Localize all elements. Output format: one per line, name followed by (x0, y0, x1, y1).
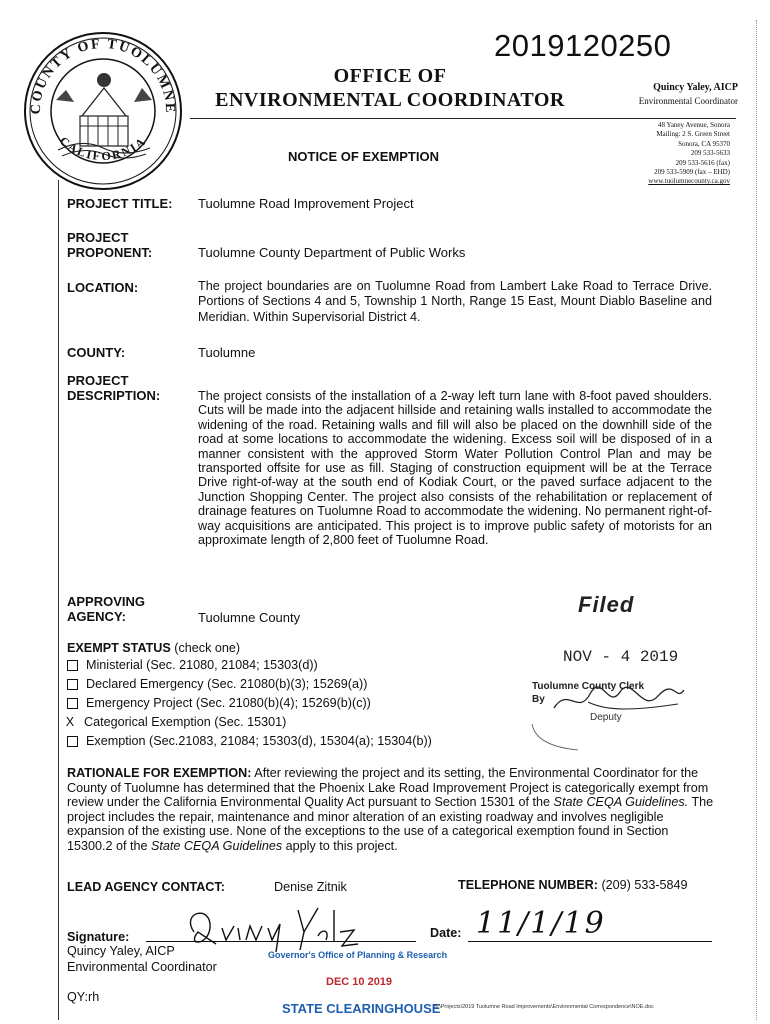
office-title (210, 64, 570, 112)
exempt-option-label: Exemption (Sec.21083, 21084; 15303(d), 15304(a); 15304(b)) (86, 734, 432, 748)
notice-title: NOTICE OF EXEMPTION (288, 149, 439, 164)
telephone (458, 878, 688, 892)
clerk-signature-scribble (548, 680, 688, 720)
address-block (598, 121, 730, 187)
website-link[interactable]: www.tuolumnecounty.ca.gov (648, 177, 730, 186)
exempt-option-label: Declared Emergency (Sec. 21080(b)(3); 15269(a)) (86, 677, 368, 691)
exempt-status-note: (check one) (174, 641, 241, 655)
rationale-italic-1: State CEQA Guidelines. (553, 795, 689, 810)
exempt-status-heading (67, 641, 240, 655)
exempt-option-row[interactable] (67, 658, 318, 673)
description-label-line-2: DESCRIPTION: (67, 388, 161, 403)
right-margin-rule (756, 20, 757, 1020)
seal-bottom-text: CALIFORNIA (56, 133, 150, 164)
date-label: Date: (430, 926, 462, 940)
contact-label: LEAD AGENCY CONTACT: (67, 880, 225, 894)
agency-label (67, 594, 145, 624)
rationale-heading: RATIONALE FOR EXEMPTION: (67, 766, 252, 780)
exempt-status-title: EXEMPT STATUS (67, 641, 171, 655)
clearinghouse-date: DEC 10 2019 (326, 976, 393, 988)
date-line (468, 941, 712, 942)
exempt-option-label: Categorical Exemption (Sec. 15301) (84, 715, 287, 729)
filed-stamp-title: Filed (578, 592, 635, 617)
coordinator-title: Environmental Coordinator (638, 96, 738, 106)
rationale-text-3: apply to this project. (285, 838, 398, 853)
rationale-text-1: After reviewing the project and its setting, the Environmental Coordinator for the County of Tuolumne has determined that the Phoenix Lake Road Improvement Project is categorically exempt from review under the California Environmental Quality Act pursuant to Section 15301 of the (67, 766, 709, 810)
signer-title: Environmental Coordinator (67, 960, 217, 974)
checkbox-emergency-project[interactable] (67, 698, 78, 709)
rationale-italic-2: State CEQA Guidelines (151, 838, 283, 853)
description-label-line-1: PROJECT (67, 373, 129, 388)
filed-stamp-date: NOV - 4 2019 (563, 648, 679, 666)
agency-label-line-2: AGENCY: (67, 609, 126, 624)
address-line: 209 533-5616 (fax) (675, 158, 730, 167)
exempt-option-row[interactable] (64, 715, 286, 730)
office-title-line-2: ENVIRONMENTAL COORDINATOR (215, 89, 565, 111)
left-margin-rule (58, 180, 59, 1020)
telephone-number[interactable]: (209) 533-5849 (601, 878, 688, 892)
exempt-option-row[interactable] (67, 696, 371, 711)
proponent-value: Tuolumne County Department of Public Works (198, 245, 466, 260)
checkbox-categorical-exemption[interactable]: X (65, 715, 75, 729)
address-line: Mailing: 2 S. Green Street (656, 130, 730, 139)
signature-label: Signature: (67, 930, 130, 944)
telephone-label: TELEPHONE NUMBER: (458, 878, 598, 892)
project-title-label: PROJECT TITLE: (67, 196, 173, 211)
address-line: 209 533-5909 (fax – EHD) (654, 168, 730, 177)
county-label: COUNTY: (67, 345, 126, 360)
stamp-arc (528, 722, 588, 752)
header-divider (190, 118, 736, 119)
initials: QY:rh (67, 990, 100, 1004)
signer-name: Quincy Yaley, AICP (67, 944, 175, 958)
address-line: 209 533-5633 (690, 149, 730, 158)
project-title-value: Tuolumne Road Improvement Project (198, 196, 414, 211)
rationale-paragraph (67, 766, 715, 854)
filed-stamp-deputy: Deputy (590, 712, 622, 723)
document-number: 2019120250 (494, 28, 672, 63)
exempt-option-label: Emergency Project (Sec. 21080(b)(4); 15269(b)(c)) (86, 696, 371, 710)
county-seal-graphic (22, 30, 184, 192)
description-label (67, 373, 160, 403)
office-title-line-1: OFFICE OF (333, 65, 447, 87)
proponent-label (67, 230, 152, 260)
county-seal (22, 30, 184, 192)
description-value: The project consists of the installation of a 2-way left turn lane with 8-foot paved shoulders. Cuts will be made into the adjacent hillside and retaining walls installed to accommodate the widening of the road. Retaining walls and fill will also be placed on the downhill side of the road at some locations to accommodate the widening. Excess soil will be disposed of in a manner consistent with the approved Storm Water Pollution Control Plan and may be transported offsite for use as fill. Staging of construction equipment will be at the Terrace Drive right-of-way at the south end of Kodiak Court, or the paved surface adjacent to the Junction Shopping Center. The project also consists of the rehabilitation or replacement of drainage features on Tuolumne Road to accommodate the widening. No permanent right-of-way acquisitions are anticipated. This project is to improve public safety of motorists for an approximate length of 2,800 feet of Tuolumne Road. (198, 389, 712, 548)
file-path: S:\Projects\2019 Tuolumne Road Improvements\Environmental Correspondence\NOE.doc (434, 1004, 654, 1010)
checkbox-ministerial[interactable] (67, 660, 78, 671)
proponent-label-line-1: PROJECT (67, 230, 129, 245)
location-label: LOCATION: (67, 280, 139, 295)
checkbox-exemption[interactable] (67, 736, 78, 747)
seal-top-text: COUNTY OF TUOLUMNE (28, 36, 178, 115)
governors-office-stamp: Governor's Office of Planning & Research (268, 950, 448, 960)
agency-label-line-1: APPROVING (67, 594, 146, 609)
state-clearinghouse-stamp: STATE CLEARINGHOUSE (282, 1001, 441, 1016)
rationale-text-2: The project includes the repair, maintenance and minor alteration of an existing roadway and involves negligible expansion of the existing use. None of the exceptions to the use of a categorical exemption found in Section 15300.2 of the (67, 795, 714, 853)
signature-date: 11/1/19 (476, 906, 606, 941)
exempt-option-row[interactable] (67, 677, 367, 692)
filed-stamp-clerk: Tuolumne County Clerk (532, 681, 645, 692)
checkbox-declared-emergency[interactable] (67, 679, 78, 690)
location-value: The project boundaries are on Tuolumne Road from Lambert Lake Road to Terrace Drive. Portions of Sections 4 and 5, Township 1 North, Range 15 East, Mount Diablo Baseline and Meridian. Within Supervisorial District 4. (198, 279, 712, 324)
exempt-option-label: Ministerial (Sec. 21080, 21084; 15303(d)) (86, 658, 318, 672)
address-line: Sonora, CA 95370 (678, 139, 730, 148)
filed-stamp-by: By (532, 694, 545, 705)
proponent-label-line-2: PROPONENT: (67, 245, 153, 260)
exempt-option-row[interactable] (67, 734, 432, 749)
address-line: 48 Yaney Avenue, Sonora (657, 121, 730, 129)
contact-name: Denise Zitnik (274, 880, 347, 894)
agency-value: Tuolumne County (198, 610, 301, 625)
county-value: Tuolumne (198, 345, 256, 360)
coordinator-name: Quincy Yaley, AICP (653, 82, 738, 93)
